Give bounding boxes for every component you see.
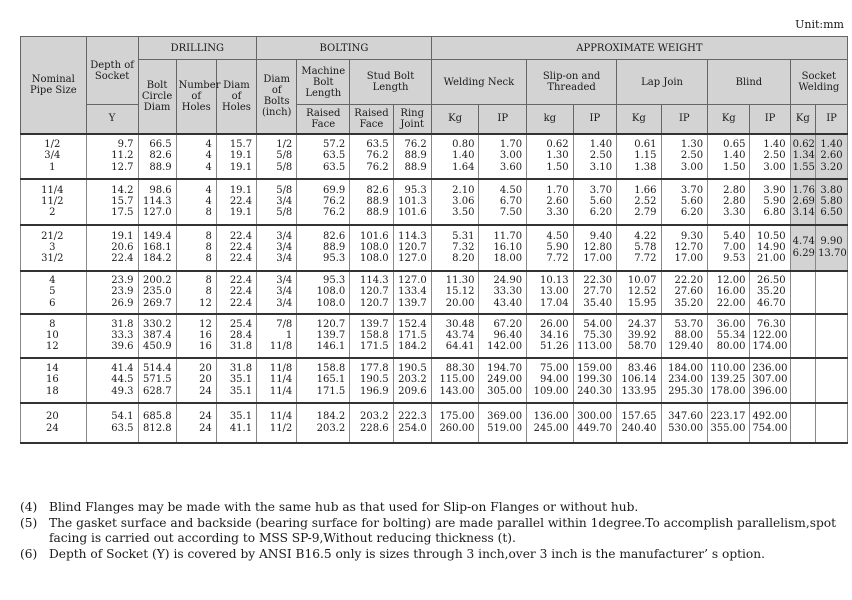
cell-so-lb: 300.00 449.70 [573, 403, 616, 443]
cell-so-lb: 22.30 27.70 35.40 [573, 271, 616, 314]
cell-mb-raised: 69.9 76.2 76.2 [297, 179, 350, 225]
table-row-group [21, 314, 848, 358]
cell-bolt-diam: 7/8 1 11/8 [257, 314, 297, 358]
cell-sb-raised: 114.3 120.7 120.7 [350, 271, 393, 314]
cell-sb-ring: 114.3 120.7 127.0 [393, 225, 431, 271]
header-bl-kg: Kg [708, 105, 750, 134]
cell-holes: 20 20 24 [176, 358, 216, 403]
cell-size: 4 5 6 [21, 271, 87, 314]
header-welding-neck: Welding Neck [431, 60, 526, 105]
cell-lj-lb: 9.30 12.70 17.00 [661, 225, 708, 271]
cell-so-lb: 159.00 199.30 240.30 [573, 358, 616, 403]
header-bolt-circle-diam: Bolt Circle Diam [138, 60, 176, 134]
note-text: The gasket surface and backside (bearing surface for bolting) are made parallel within 1degree.To accomplish parallelism,spot facing is carried out according to MSS SP-9,Without reducing thickness (t). [49, 515, 836, 545]
cell-wn-kg: 30.48 43.74 64.41 [431, 314, 479, 358]
cell-size: 21/2 3 31/2 [21, 225, 87, 271]
cell-bolt-diam: 3/4 3/4 3/4 [257, 271, 297, 314]
unit-label: Unit:mm [795, 18, 844, 31]
table-row-group [21, 403, 848, 443]
cell-so-kg: 0.62 1.30 1.50 [527, 134, 574, 179]
cell-hole-diam: 25.4 28.4 31.8 [216, 314, 256, 358]
cell-sb-raised: 177.8 190.5 196.9 [350, 358, 393, 403]
cell-bl-kg: 5.40 7.00 9.53 [708, 225, 750, 271]
header-wn-kg: Kg [431, 105, 479, 134]
cell-wn-lb: 67.20 96.40 142.00 [479, 314, 527, 358]
cell-sb-raised: 82.6 88.9 88.9 [350, 179, 393, 225]
cell-hole-diam: 15.7 19.1 19.1 [216, 134, 256, 179]
cell-holes: 4 4 4 [176, 134, 216, 179]
header-sw-lb: IP [816, 105, 848, 134]
cell-sb-ring: 76.2 88.9 88.9 [393, 134, 431, 179]
cell-bl-lb: 26.50 35.20 46.70 [750, 271, 790, 314]
header-stud-bolt-length: Stud Bolt Length [350, 60, 432, 105]
cell-bolt-circle: 514.4 571.5 628.7 [138, 358, 176, 403]
cell-bl-lb: 1.40 2.50 3.00 [750, 134, 790, 179]
cell-wn-lb: 369.00 519.00 [479, 403, 527, 443]
cell-sw-kg [790, 271, 815, 314]
cell-wn-kg: 11.30 15.12 20.00 [431, 271, 479, 314]
cell-sb-raised: 203.2 228.6 [350, 403, 393, 443]
cell-sw-kg [790, 314, 815, 358]
cell-holes: 24 24 [176, 403, 216, 443]
cell-sb-raised: 101.6 108.0 108.0 [350, 225, 393, 271]
header-lj-lb: IP [661, 105, 708, 134]
cell-sw-lb: 9.90 13.70 [816, 225, 848, 271]
cell-lj-lb: 347.60 530.00 [661, 403, 708, 443]
cell-so-lb: 54.00 75.30 113.00 [573, 314, 616, 358]
cell-holes: 8 8 12 [176, 271, 216, 314]
cell-sw-lb: 3.80 5.80 6.50 [816, 179, 848, 225]
cell-hole-diam: 22.4 22.4 22.4 [216, 225, 256, 271]
cell-sw-kg: 4.74 6.29 [790, 225, 815, 271]
header-diam-of-bolts: Diam of Bolts (inch) [257, 60, 297, 134]
cell-wn-kg: 5.31 7.32 8.20 [431, 225, 479, 271]
header-bl-lb: IP [750, 105, 790, 134]
table-row-group [21, 358, 848, 403]
cell-hole-diam: 35.1 41.1 [216, 403, 256, 443]
cell-wn-lb: 24.90 33.30 43.40 [479, 271, 527, 314]
cell-wn-kg: 0.80 1.40 1.64 [431, 134, 479, 179]
cell-so-kg: 1.70 2.60 3.30 [527, 179, 574, 225]
cell-wn-lb: 194.70 249.00 305.00 [479, 358, 527, 403]
header-so-kg: kg [527, 105, 574, 134]
header-blind: Blind [708, 60, 791, 105]
cell-bl-kg: 12.00 16.00 22.00 [708, 271, 750, 314]
header-diam-of-holes: Diam of Holes [216, 60, 256, 134]
header-number-of-holes: Number of Holes [176, 60, 216, 134]
cell-bolt-diam: 5/8 3/4 5/8 [257, 179, 297, 225]
header-machine-raised-face: Raised Face [297, 105, 350, 134]
header-nominal-pipe-size: Nominal Pipe Size [21, 37, 87, 134]
cell-bl-kg: 110.00 139.25 178.00 [708, 358, 750, 403]
cell-so-lb: 1.40 2.50 3.10 [573, 134, 616, 179]
cell-so-lb: 3.70 5.60 6.20 [573, 179, 616, 225]
cell-lj-lb: 3.70 5.60 6.20 [661, 179, 708, 225]
cell-wn-kg: 88.30 115.00 143.00 [431, 358, 479, 403]
cell-holes: 4 4 8 [176, 179, 216, 225]
cell-lj-kg: 4.22 5.78 7.72 [617, 225, 661, 271]
cell-sb-raised: 63.5 76.2 76.2 [350, 134, 393, 179]
cell-sb-ring: 222.3 254.0 [393, 403, 431, 443]
cell-bolt-circle: 66.5 82.6 88.9 [138, 134, 176, 179]
header-so-lb: IP [573, 105, 616, 134]
header-wn-lb: IP [479, 105, 527, 134]
cell-wn-kg: 175.00 260.00 [431, 403, 479, 443]
cell-sb-raised: 139.7 158.8 171.5 [350, 314, 393, 358]
cell-depth: 19.1 20.6 22.4 [86, 225, 138, 271]
cell-size: 8 10 12 [21, 314, 87, 358]
cell-depth: 54.1 63.5 [86, 403, 138, 443]
cell-lj-kg: 83.46 106.14 133.95 [617, 358, 661, 403]
cell-sw-lb [816, 358, 848, 403]
cell-lj-lb: 22.20 27.60 35.20 [661, 271, 708, 314]
flange-spec-table [20, 36, 848, 444]
cell-wn-kg: 2.10 3.06 3.50 [431, 179, 479, 225]
cell-lj-kg: 10.07 12.52 15.95 [617, 271, 661, 314]
cell-bl-kg: 36.00 55.34 80.00 [708, 314, 750, 358]
header-machine-bolt-length: Machine Bolt Length [297, 60, 350, 105]
note-number: (4) [20, 500, 38, 514]
cell-bl-kg: 0.65 1.40 1.50 [708, 134, 750, 179]
cell-mb-raised: 95.3 108.0 108.0 [297, 271, 350, 314]
cell-bolt-diam: 11/8 11/4 11/4 [257, 358, 297, 403]
cell-bl-kg: 2.80 2.80 3.30 [708, 179, 750, 225]
cell-depth: 14.2 15.7 17.5 [86, 179, 138, 225]
cell-sw-lb [816, 271, 848, 314]
cell-holes: 8 8 8 [176, 225, 216, 271]
table-row-group [21, 134, 848, 179]
table-row-group [21, 225, 848, 271]
cell-depth: 41.4 44.5 49.3 [86, 358, 138, 403]
cell-bolt-diam: 1/2 5/8 5/8 [257, 134, 297, 179]
cell-depth: 31.8 33.3 39.6 [86, 314, 138, 358]
cell-sw-lb [816, 403, 848, 443]
header-depth-symbol: Y [86, 105, 138, 134]
cell-lj-lb: 1.30 2.50 3.00 [661, 134, 708, 179]
header-stud-ring-joint: Ring Joint [393, 105, 431, 134]
cell-bolt-circle: 98.6 114.3 127.0 [138, 179, 176, 225]
note-item [20, 516, 850, 547]
cell-so-kg: 4.50 5.90 7.72 [527, 225, 574, 271]
note-number: (6) [20, 546, 38, 561]
cell-sb-ring: 152.4 171.5 184.2 [393, 314, 431, 358]
cell-mb-raised: 82.6 88.9 95.3 [297, 225, 350, 271]
cell-size: 20 24 [21, 403, 87, 443]
table-row-group [21, 179, 848, 225]
cell-sw-lb: 1.40 2.60 3.20 [816, 134, 848, 179]
cell-bl-lb: 492.00 754.00 [750, 403, 790, 443]
cell-bl-lb: 10.50 14.90 21.00 [750, 225, 790, 271]
cell-hole-diam: 22.4 22.4 22.4 [216, 271, 256, 314]
header-drilling: DRILLING [138, 37, 257, 60]
cell-bolt-diam: 3/4 3/4 3/4 [257, 225, 297, 271]
note-text: Blind Flanges may be made with the same hub as that used for Slip-on Flanges or without hub. [49, 500, 639, 514]
cell-holes: 12 16 16 [176, 314, 216, 358]
cell-sw-kg [790, 403, 815, 443]
note-item [20, 547, 850, 563]
cell-sb-ring: 95.3 101.3 101.6 [393, 179, 431, 225]
header-depth-of-socket: Depth of Socket [86, 37, 138, 105]
cell-lj-kg: 157.65 240.40 [617, 403, 661, 443]
cell-sw-lb [816, 314, 848, 358]
cell-mb-raised: 120.7 139.7 146.1 [297, 314, 350, 358]
header-approximate-weight: APPROXIMATE WEIGHT [431, 37, 847, 60]
header-bolting: BOLTING [257, 37, 432, 60]
cell-mb-raised: 184.2 203.2 [297, 403, 350, 443]
cell-so-kg: 26.00 34.16 51.26 [527, 314, 574, 358]
cell-so-lb: 9.40 12.80 17.00 [573, 225, 616, 271]
cell-bolt-diam: 11/4 11/2 [257, 403, 297, 443]
header-socket-welding: Socket Welding [790, 60, 847, 105]
header-sw-kg: Kg [790, 105, 815, 134]
header-lj-kg: Kg [617, 105, 661, 134]
cell-lj-kg: 0.61 1.15 1.38 [617, 134, 661, 179]
cell-hole-diam: 19.1 22.4 19.1 [216, 179, 256, 225]
cell-bl-lb: 76.30 122.00 174.00 [750, 314, 790, 358]
cell-hole-diam: 31.8 35.1 35.1 [216, 358, 256, 403]
cell-sb-ring: 190.5 203.2 209.6 [393, 358, 431, 403]
cell-lj-lb: 184.00 234.00 295.30 [661, 358, 708, 403]
cell-sw-kg [790, 358, 815, 403]
header-slip-on-threaded: Slip-on and Threaded [527, 60, 617, 105]
cell-sw-kg: 0.62 1.34 1.55 [790, 134, 815, 179]
cell-wn-lb: 11.70 16.10 18.00 [479, 225, 527, 271]
note-item [20, 500, 850, 516]
cell-mb-raised: 158.8 165.1 171.5 [297, 358, 350, 403]
notes [20, 500, 850, 562]
cell-so-kg: 10.13 13.00 17.04 [527, 271, 574, 314]
note-number: (5) [20, 515, 38, 530]
cell-sb-ring: 127.0 133.4 139.7 [393, 271, 431, 314]
header-lap-join: Lap Join [617, 60, 708, 105]
cell-bl-lb: 3.90 5.90 6.80 [750, 179, 790, 225]
cell-so-kg: 136.00 245.00 [527, 403, 574, 443]
header-stud-raised-face: Raised Face [350, 105, 393, 134]
cell-lj-kg: 1.66 2.52 2.79 [617, 179, 661, 225]
cell-lj-lb: 53.70 88.00 129.40 [661, 314, 708, 358]
cell-bolt-circle: 330.2 387.4 450.9 [138, 314, 176, 358]
table-row-group [21, 271, 848, 314]
cell-lj-kg: 24.37 39.92 58.70 [617, 314, 661, 358]
cell-sw-kg: 1.76 2.69 3.14 [790, 179, 815, 225]
cell-mb-raised: 57.2 63.5 63.5 [297, 134, 350, 179]
cell-bolt-circle: 200.2 235.0 269.7 [138, 271, 176, 314]
cell-wn-lb: 1.70 3.00 3.60 [479, 134, 527, 179]
cell-bolt-circle: 149.4 168.1 184.2 [138, 225, 176, 271]
cell-bl-lb: 236.00 307.00 396.00 [750, 358, 790, 403]
cell-bl-kg: 223.17 355.00 [708, 403, 750, 443]
cell-depth: 9.7 11.2 12.7 [86, 134, 138, 179]
note-text: Depth of Socket (Y) is covered by ANSI B16.5 only is sizes through 3 inch,over 3 inch is the manufacturer’ s option. [49, 546, 765, 561]
cell-size: 1/2 3/4 1 [21, 134, 87, 179]
cell-depth: 23.9 23.9 26.9 [86, 271, 138, 314]
cell-so-kg: 75.00 94.00 109.00 [527, 358, 574, 403]
cell-bolt-circle: 685.8 812.8 [138, 403, 176, 443]
cell-size: 14 16 18 [21, 358, 87, 403]
cell-wn-lb: 4.50 6.70 7.50 [479, 179, 527, 225]
cell-size: 11/4 11/2 2 [21, 179, 87, 225]
